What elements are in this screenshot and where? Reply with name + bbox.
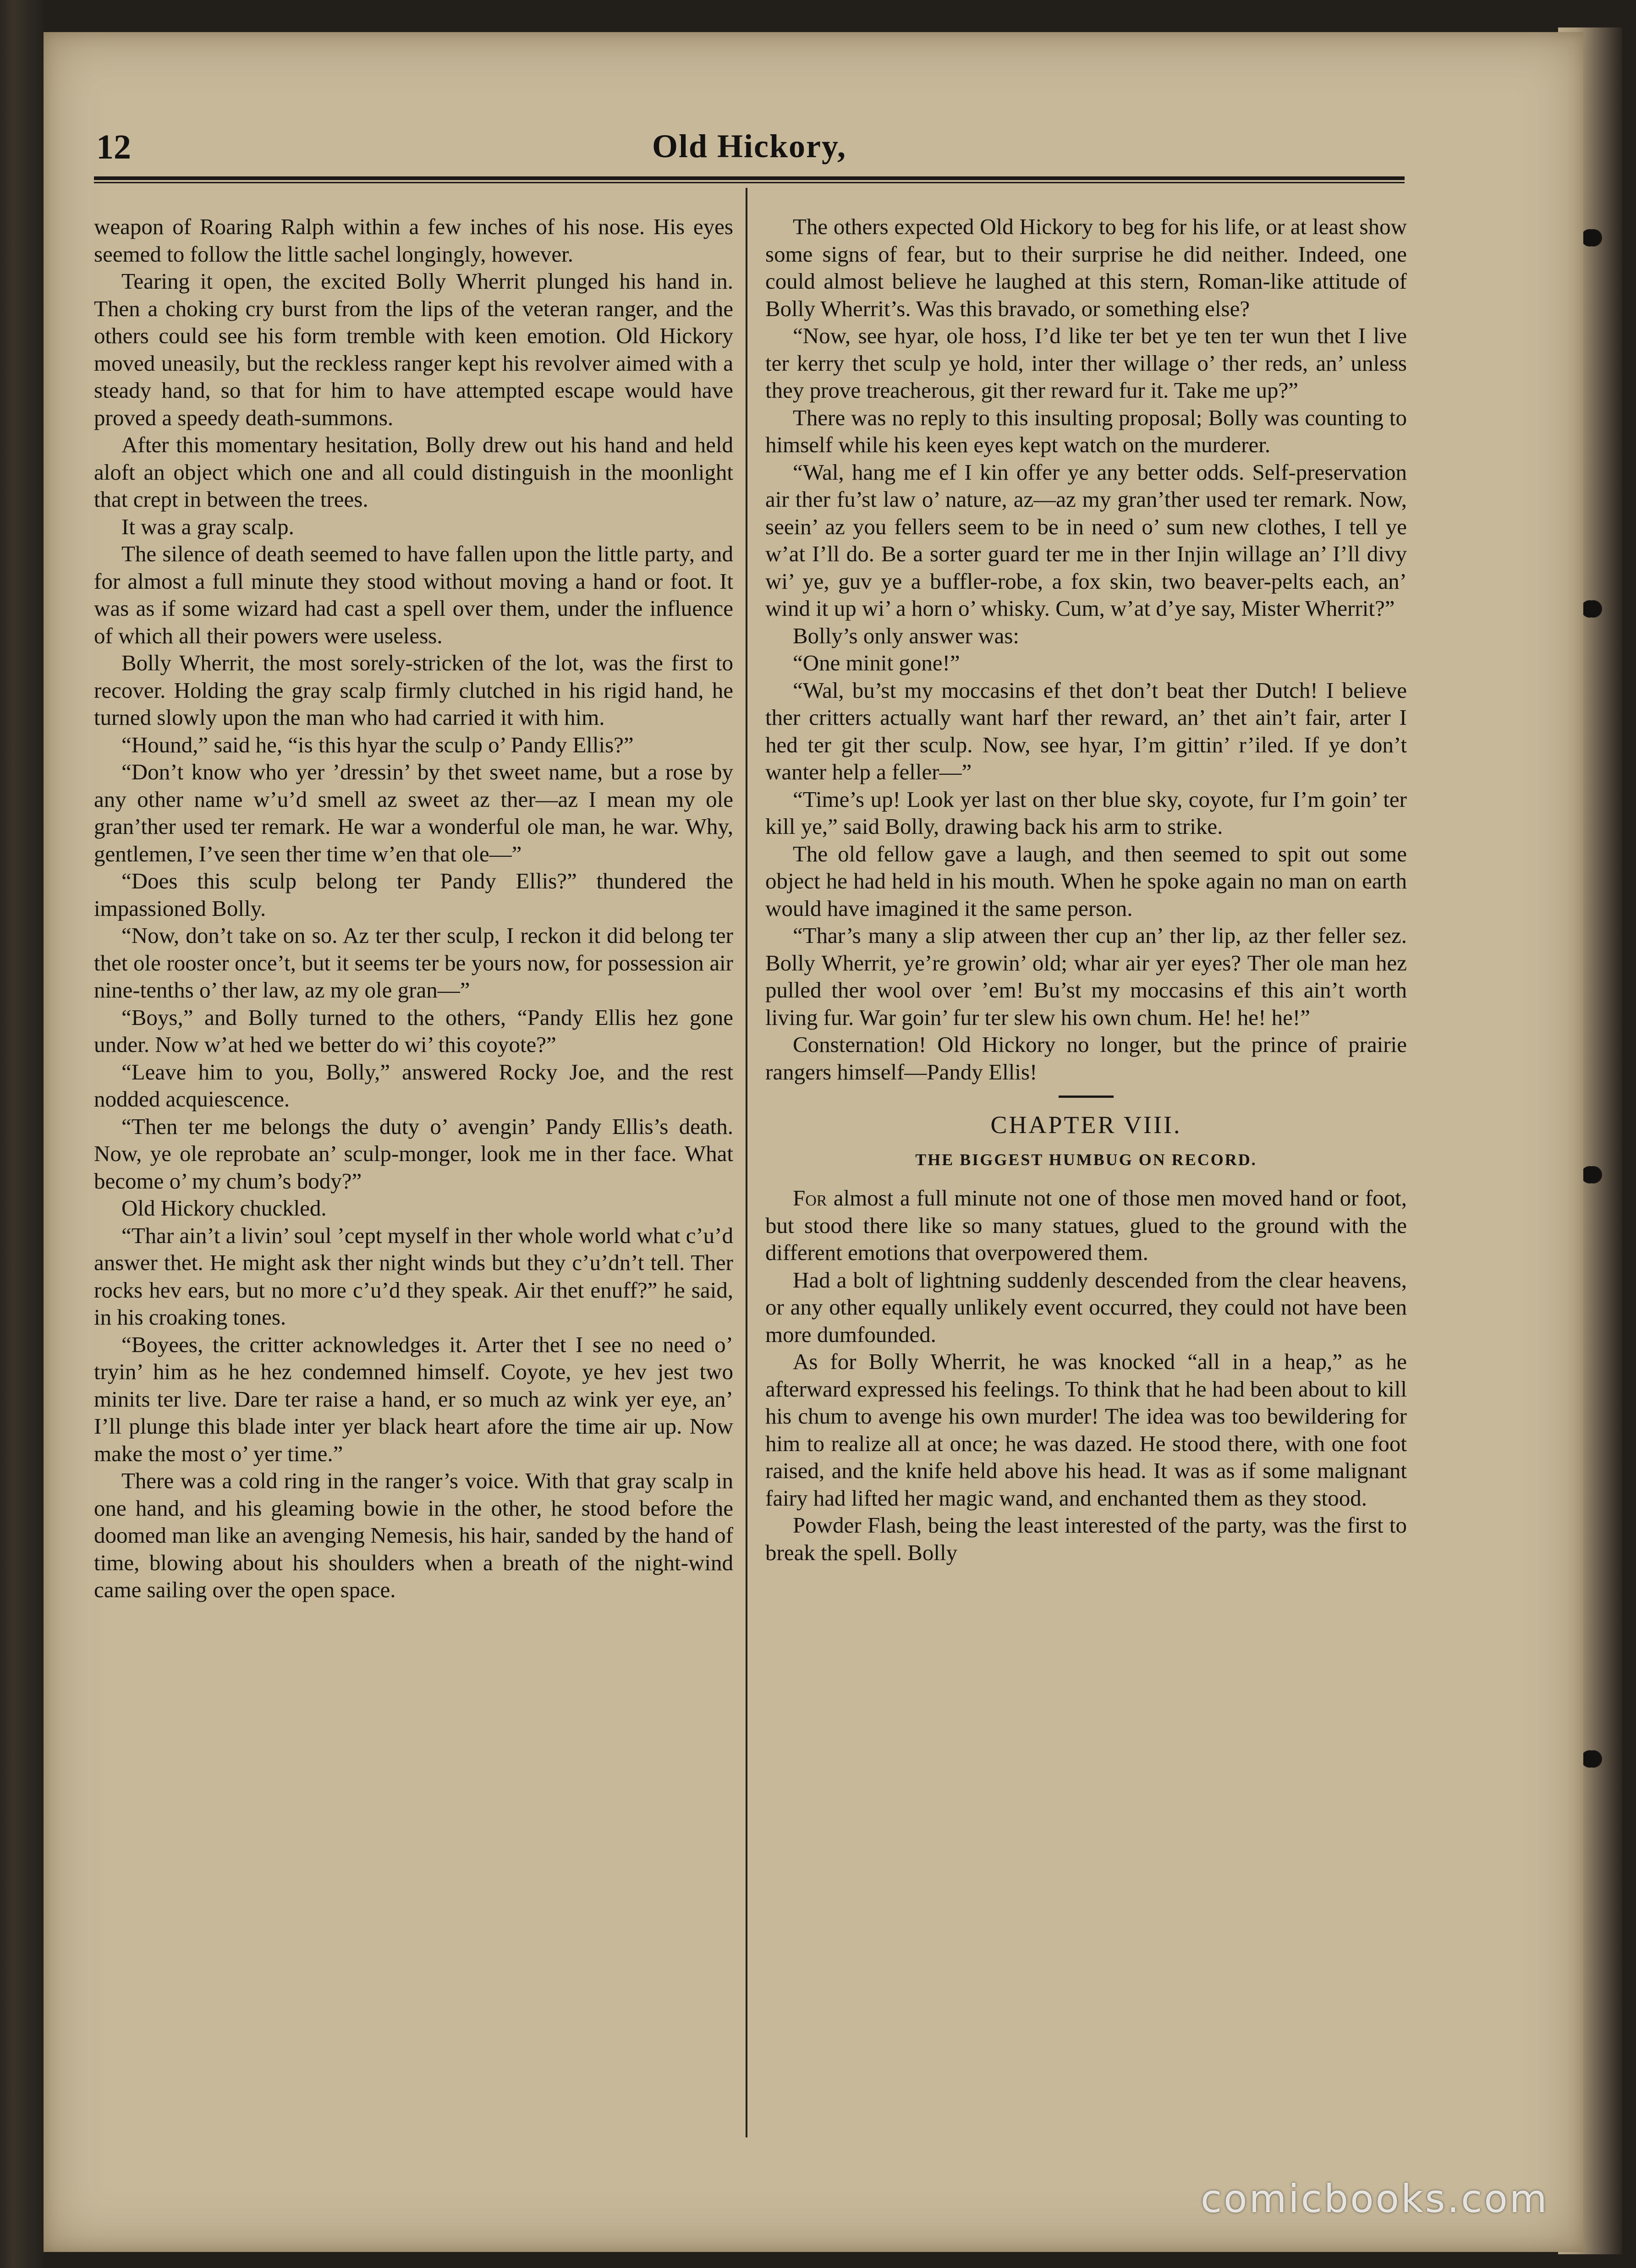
header-rule [94, 176, 1405, 180]
paragraph: The old fellow gave a laugh, and then seemed to spit out some object he had held in his mouth. When he spoke again no man on earth would have imagined it the same person. [765, 841, 1407, 921]
header-rule-thin [94, 182, 1405, 183]
running-title: Old Hickory, [652, 128, 847, 164]
paragraph: As for Bolly Wherrit, he was knocked “all in a heap,” as he afterward expressed his feelings. To think that he had been about to kill his chum to avenge his own murder! The idea was too bewildering for him to realize all at once; he was dazed. He stood there, with one foot raised, and the knife held above his head. It was as if some malignant fairy had lifted her magic wand, and enchanted them as they stood. [765, 1349, 1407, 1511]
column-divider [746, 188, 747, 2137]
paragraph: The others expected Old Hickory to beg for his life, or at least show some signs of fear, but to their surprise he did neither. Indeed, one could almost believe he laughed at this stern, Roman-like attitude of Bolly Wherrit’s. Was this bravado, or something else? [765, 214, 1407, 321]
paragraph: “Wal, bu’st my moccasins ef thet don’t beat ther Dutch! I believe ther critters actually want harf ther reward, an’ thet ain’t fair, arter I hed ter git ther sculp. Now, see hyar, I’m gittin’ r’iled. If ye don’t wanter help a feller—” [765, 677, 1407, 784]
paragraph: “Now, don’t take on so. Az ter ther sculp, I reckon it did belong ter thet ole rooster once’t, but it seems ter be yours now, for possession air nine-tenths o’ ther law, az my ole gran—” [94, 923, 733, 1003]
binding-hole [1585, 1750, 1602, 1768]
right-column [765, 213, 1407, 1566]
paragraph: weapon of Roaring Ralph within a few inches of his nose. His eyes seemed to follow the little sachel longingly, however. [94, 214, 733, 267]
paragraph: “One minit gone!” [793, 650, 960, 675]
paragraph: Bolly Wherrit, the most sorely-stricken of the lot, was the first to recover. Holding the gray scalp firmly clutched in his rigid hand, he turned slowly upon the man who had carried it with him. [94, 650, 733, 730]
paragraph: “Boys,” and Bolly turned to the others, “Pandy Ellis hez gone under. Now w’at hed we better do wi’ this coyote?” [94, 1004, 733, 1057]
paragraph: There was no reply to this insulting proposal; Bolly was counting to himself while his keen eyes kept watch on the murderer. [765, 405, 1407, 457]
paragraph: Tearing it open, the excited Bolly Wherrit plunged his hand in. Then a choking cry burst from the lips of the veteran ranger, and the others could see his form tremble with keen emotion. Old Hickory moved uneasily, but the reckless ranger kept his revolver aimed with a steady hand, so that for him to have attempted escape would have proved a speedy death-summons. [94, 268, 733, 430]
paragraph: Had a bolt of lightning suddenly descended from the clear heavens, or any other equally unlikely event occurred, they could not have been more dumfounded. [765, 1267, 1407, 1347]
paragraph: “Does this sculp belong ter Pandy Ellis?” thundered the impassioned Bolly. [94, 868, 733, 921]
paragraph: “Then ter me belongs the duty o’ avengin’ Pandy Ellis’s death. Now, ye ole reprobate an’ sculp-monger, look me in ther face. What become o’ my chum’s body?” [94, 1113, 733, 1194]
paragraph: “Thar’s many a slip atween ther cup an’ ther lip, az ther feller sez. Bolly Wherrit, ye’re growin’ old; whar air yer eyes? Ther ole man hez pulled ther wool over ’em! Bu’st my moccasins ef this ain’t worth living fur. War goin’ fur ter slew his own chum. He! he! he!” [765, 923, 1407, 1030]
binding-hole [1585, 600, 1602, 618]
paragraph: Old Hickory chuckled. [121, 1195, 327, 1221]
chapter-heading: CHAPTER VIII. [990, 1111, 1182, 1139]
paragraph: Consternation! Old Hickory no longer, but the prince of prairie rangers himself—Pandy Ellis! [765, 1032, 1407, 1085]
paragraph: “Leave him to you, Bolly,” answered Rocky Joe, and the rest nodded acquiescence. [94, 1059, 733, 1112]
page-header [96, 124, 1402, 174]
watermark-text: comicbooks.com [1201, 2176, 1549, 2221]
paragraph: Bolly’s only answer was: [793, 623, 1020, 648]
left-column [94, 213, 733, 1604]
chapter-opening-text: almost a full minute not one of those men moved hand or foot, but stood there like so many statues, glued to the ground with the different emotions that overpowered them. [765, 1185, 1407, 1265]
paragraph: “Thar ain’t a livin’ soul ’cept myself in ther whole world what c’u’d answer thet. He might ask ther night winds but they c’u’dn’t tell. Ther rocks hev ears, but no more c’u’d they speak. Air thet enuff?” he said, in his croaking tones. [94, 1222, 733, 1330]
paragraph: “Time’s up! Look yer last on ther blue sky, coyote, fur I’m goin’ ter kill ye,” said Bolly, drawing back his arm to strike. [765, 786, 1407, 839]
paragraph: “Boyees, the critter acknowledges it. Arter thet I see no need o’ tryin’ him as he hez condemned himself. Coyote, ye hev jest two minits ter live. Dare ter raise a hand, er so much az wink yer eye, an’ I’ll plunge this blade inter yer black heart afore the time air up. Now make the most o’ yer time.” [94, 1331, 733, 1466]
paragraph: “Don’t know who yer ’dressin’ by thet sweet name, but a rose by any other name w’u’d smell az sweet az ther—az I mean my ole gran’ther used ter remark. He war a wonderful ole man, he war. Why, gentlemen, I’ve seen ther time w’en that ole—” [94, 759, 733, 866]
binding-hole [1585, 229, 1602, 247]
paragraph: It was a gray scalp. [121, 514, 294, 539]
paragraph: The silence of death seemed to have fallen upon the little party, and for almost a full minute they stood without moving a hand or foot. It was as if some wizard had cast a spell over them, under the influence of which all their powers were useless. [94, 541, 733, 648]
paragraph: After this momentary hesitation, Bolly drew out his hand and held aloft an object which one and all could distinguish in the moonlight that crept in between the trees. [94, 432, 733, 512]
paragraph: “Now, see hyar, ole hoss, I’d like ter bet ye ten ter wun thet I live ter kerry thet sculp ye hold, inter ther willage o’ ther reds, an’ unless they prove treacherous, git ther reward fur it. Take me up?” [765, 323, 1407, 403]
chapter-first-word: For [793, 1185, 827, 1211]
paragraph: “Wal, hang me ef I kin offer ye any better odds. Self-preservation air ther fu’st law o’ nature, az—az my gran’ther used ter remark. Now, seein’ az you fellers seem to be in need o’ sum new clothes, I tell ye w’at I’ll do. Be a sorter guard ter me in ther Injin willage an’ I’ll divy wi’ ye, guv ye a buffler-robe, a fox skin, two beaver-pelts each, an’ wind it up wi’ a horn o’ whisky. Cum, w’at d’ye say, Mister Wherrit?” [765, 459, 1407, 621]
binding-hole [1585, 1166, 1602, 1183]
chapter-opening-paragraph [765, 1184, 1407, 1266]
chapter-subtitle: THE BIGGEST HUMBUG ON RECORD. [915, 1150, 1257, 1169]
paragraph: “Hound,” said he, “is this hyar the sculp o’ Pandy Ellis?” [121, 732, 634, 757]
chapter-break-rule [1059, 1096, 1114, 1098]
page-number: 12 [96, 128, 131, 166]
paragraph: Powder Flash, being the least interested of the party, was the first to break the spell. Bolly [765, 1512, 1407, 1565]
paragraph: There was a cold ring in the ranger’s voice. With that gray scalp in one hand, and his gleaming bowie in the other, he stood before the doomed man like an avenging Nemesis, his hair, sanded by the hand of time, blowing about his shoulders when a breath of the night-wind came sailing over the open space. [94, 1468, 733, 1602]
